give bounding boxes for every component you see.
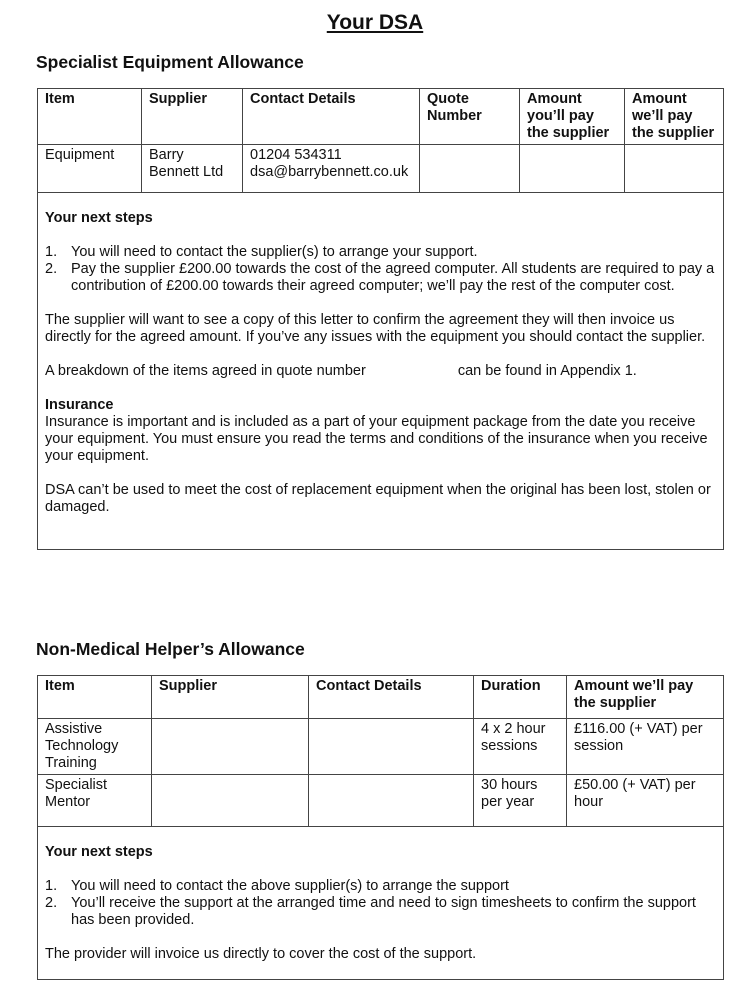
cell-supplier [152,719,309,775]
cell-duration: 30 hours per year [474,775,567,827]
table-header-row [38,676,724,719]
header-amount: Amount we’ll pay the supplier [567,676,724,719]
steps-list [45,878,716,929]
paragraph: The provider will invoice us directly to cover the cost of the support. [45,946,477,962]
paragraph: DSA can’t be used to meet the cost of replacement equipment when the original has been lost, stolen or damaged. [45,482,711,515]
cell-contact [309,775,474,827]
steps-list [45,244,716,295]
header-contact: Contact Details [243,89,420,145]
header-quote: Quote Number [420,89,520,145]
equipment-table [37,88,724,550]
cell-item: Equipment [38,145,142,193]
cell-quote [420,145,520,193]
cell-item: Assistive Technology Training [38,719,152,775]
cell-amount: £50.00 (+ VAT) per hour [567,775,724,827]
cell-amount: £116.00 (+ VAT) per session [567,719,724,775]
next-steps-block [38,193,724,550]
table-row [38,145,724,193]
cell-contact [309,719,474,775]
insurance-text: Insurance is important and is included as a part of your equipment package from the date you receive your equipment. You must ensure you read the terms and conditions of the insurance when you receive your equipment. [45,414,708,464]
list-item: 1. You will need to contact the above supplier(s) to arrange the support [45,878,509,894]
header-duration: Duration [474,676,567,719]
cell-item: Specialist Mentor [38,775,152,827]
next-steps-title: Your next steps [45,844,153,860]
next-steps-block [38,827,724,980]
cell-duration: 4 x 2 hour sessions [474,719,567,775]
table-row [38,719,724,775]
list-item: 1. You will need to contact the supplier(s) to arrange your support. [45,244,478,260]
cell-supplier [152,775,309,827]
header-contact: Contact Details [309,676,474,719]
nmh-table [37,675,724,980]
section-heading-equipment: Specialist Equipment Allowance [36,52,304,72]
header-item: Item [38,89,142,145]
page-title: Your DSA [326,11,424,34]
cell-contact [243,145,420,193]
section-heading-nmh: Non-Medical Helper’s Allowance [36,639,305,659]
paragraph-quote: A breakdown of the items agreed in quote number can be found in Appendix 1. [45,363,637,379]
header-supplier: Supplier [142,89,243,145]
header-you-pay: Amount you’ll pay the supplier [520,89,625,145]
cell-you-pay [520,145,625,193]
header-we-pay: Amount we’ll pay the supplier [625,89,724,145]
phone: 01204 534311 [250,147,342,163]
list-item: 2. You’ll receive the support at the arranged time and need to sign timesheets to confirm the support has been provided. [45,895,696,928]
header-supplier: Supplier [152,676,309,719]
table-header-row [38,89,724,145]
list-item: 2. Pay the supplier £200.00 towards the cost of the agreed computer. All students are required to pay a contribution of £200.00 towards their agreed computer; we’ll pay the rest of the computer cost. [45,261,715,294]
email: dsa@barrybennett.co.uk [250,164,409,180]
insurance-title: Insurance [45,397,114,413]
paragraph: The supplier will want to see a copy of this letter to confirm the agreement they will then invoice us directly for the agreed amount. If you’ve any issues with the equipment you should contact the supplier. [45,312,706,345]
table-row [38,775,724,827]
header-item: Item [38,676,152,719]
cell-supplier: Barry Bennett Ltd [142,145,243,193]
next-steps-title: Your next steps [45,210,153,226]
cell-we-pay [625,145,724,193]
